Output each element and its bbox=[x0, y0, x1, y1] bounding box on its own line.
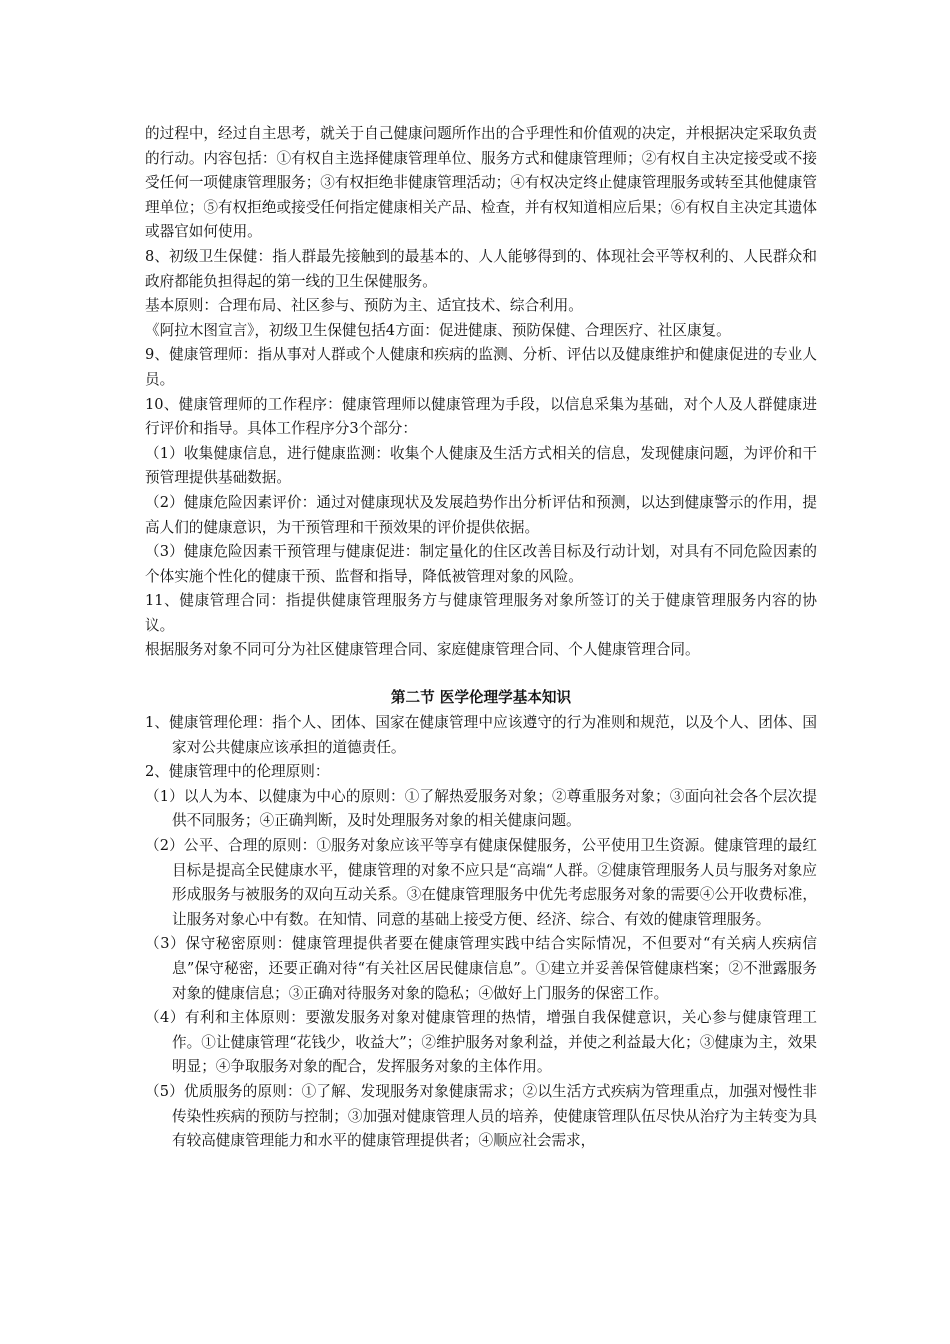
paragraph-step-2: （2）健康危险因素评价：通过对健康现状及发展趋势作出分析评估和预测，以达到健康警示的作用，提高人们的健康意识，为干预管理和干预效果的评价提供依据。 bbox=[145, 493, 817, 536]
paragraph-work-procedure: 10、健康管理师的工作程序：健康管理师以健康管理为手段，以信息采集为基础，对个人及人群健康进行评价和指导。具体工作程序分3个部分： bbox=[145, 395, 817, 438]
paragraph-ethics-principles: 2、健康管理中的伦理原则： bbox=[145, 763, 330, 781]
paragraph-alma-ata: 《阿拉木图宣言》，初级卫生保健包括4方面：促进健康、预防保健、合理医疗、社区康复。 bbox=[145, 321, 731, 339]
paragraph-contract: 11、健康管理合同：指提供健康管理服务方与健康管理服务对象所签订的关于健康管理服务内容的协议。 bbox=[145, 592, 817, 634]
paragraph-principle-5: （5）优质服务的原则：①了解、发现服务对象健康需求；②以生活方式疾病为管理重点，加强对慢性非传染性疾病的预防与控制；③加强对健康管理人员的培养，使健康管理队伍尽快从治疗为主转变为具有较高健康管理能力和水平的健康管理提供者；④顺应社会需求， bbox=[145, 1082, 817, 1150]
paragraph-health-manager: 9、健康管理师：指从事对人群或个人健康和疾病的监测、分析、评估以及健康维护和健康促进的专业人员。 bbox=[145, 346, 817, 388]
section-heading: 第二节 医学伦理学基本知识 bbox=[390, 689, 572, 707]
paragraph-principle-2: （2）公平、合理的原则：①服务对象应该平等享有健康保健服务，公平使用卫生资源。健康管理的最红目标是提高全民健康水平，健康管理的对象不应只是“高端“人群。②健康管理服务人员与服务对象应形成服务与被服务的双向互动关系。③在健康管理服务中优先考虑服务对象的需要④公开收费标准，让服务对象心中有数。在知情、同意的基础上接受方便、经济、综合、有效的健康管理服务。 bbox=[145, 837, 817, 928]
paragraph-contract-types: 根据服务对象不同可分为社区健康管理合同、家庭健康管理合同、个人健康管理合同。 bbox=[145, 641, 700, 659]
paragraph-basic-principles: 基本原则：合理布局、社区参与、预防为主、适宜技术、综合利用。 bbox=[145, 297, 583, 315]
paragraph-autonomy: 的过程中，经过自主思考，就关于自己健康问题所作出的合乎理性和价值观的决定，并根据决定采取负责的行动。内容包括：①有权自主选择健康管理单位、服务方式和健康管理师；②有权自主决定接受或不接受任何一项健康管理服务；③有权拒绝非健康管理活动；④有权决定终止健康管理服务或转至其他健康管理单位；⑤有权拒绝或接受任何指定健康相关产品、检查，并有权知道相应后果；⑥有权自主决定其遗体或器官如何使用。 bbox=[145, 125, 817, 241]
paragraph-principle-3: （3）保守秘密原则：健康管理提供者要在健康管理实践中结合实际情况，不但要对“有关病人疾病信息”保守秘密，还要正确对待“有关社区居民健康信息”。①建立并妥善保管健康档案；②不泄露服务对象的健康信息；③正确对待服务对象的隐私；④做好上门服务的保密工作。 bbox=[145, 935, 817, 1002]
paragraph-principle-1: （1）以人为本、以健康为中心的原则：①了解热爱服务对象；②尊重服务对象；③面向社会各个层次提供不同服务；④正确判断，及时处理服务对象的相关健康问题。 bbox=[145, 787, 817, 830]
paragraph-ethics-definition: 1、健康管理伦理：指个人、团体、国家在健康管理中应该遵守的行为准则和规范，以及个人、团体、国家对公共健康应该承担的道德责任。 bbox=[145, 714, 817, 756]
paragraph-primary-health-care: 8、初级卫生保健：指人群最先接触到的最基本的、人人能够得到的、体现社会平等权利的、人民群众和政府都能负担得起的第一线的卫生保健服务。 bbox=[145, 247, 817, 290]
document-page bbox=[145, 122, 817, 1154]
paragraph-principle-4: （4）有利和主体原则：要激发服务对象对健康管理的热情，增强自我保健意识，关心参与健康管理工作。①让健康管理“花钱少，收益大”；②维护服务对象利益，并使之利益最大化；③健康为主，效果明显；④争取服务对象的配合，发挥服务对象的主体作用。 bbox=[145, 1009, 817, 1076]
paragraph-step-1: （1）收集健康信息，进行健康监测：收集个人健康及生活方式相关的信息，发现健康问题，为评价和干预管理提供基础数据。 bbox=[145, 444, 817, 487]
paragraph-step-3: （3）健康危险因素干预管理与健康促进：制定量化的住区改善目标及行动计划，对具有不同危险因素的个体实施个性化的健康干预、监督和指导，降低被管理对象的风险。 bbox=[145, 543, 817, 585]
